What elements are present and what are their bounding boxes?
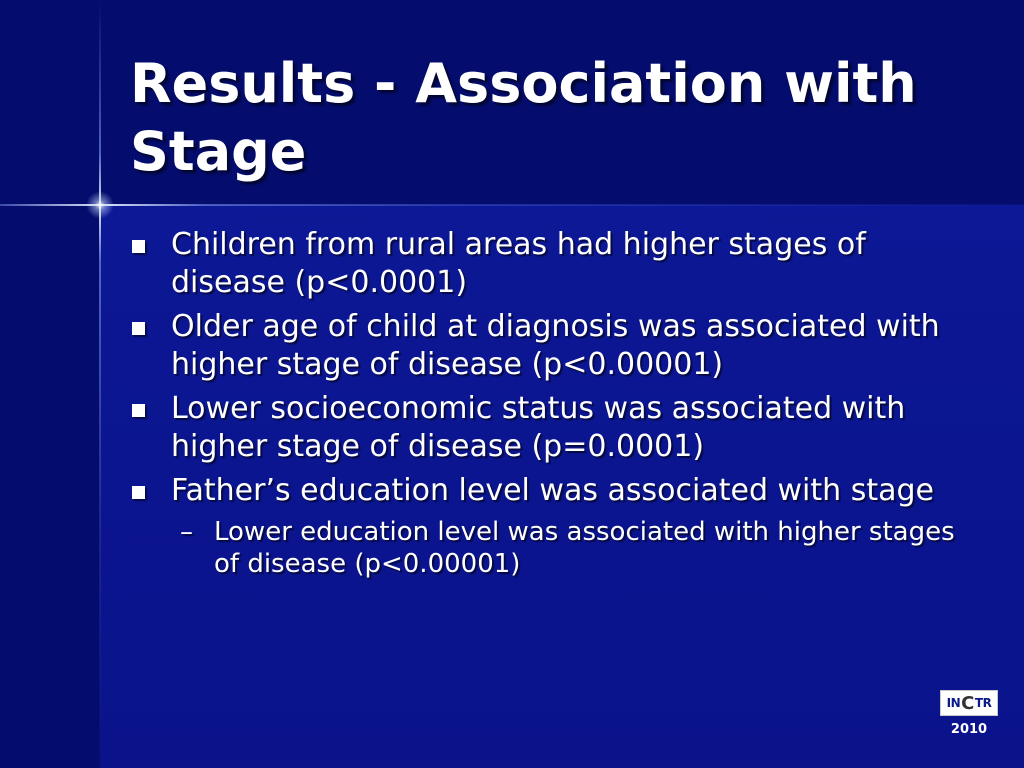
bullet-text: Lower socioeconomic status was associated with higher stage of disease (p=0.0001) [171,391,906,464]
list-item [128,472,968,510]
logo-year: 2010 [950,722,988,737]
bullet-text: Father’s education level was associated with stage [171,473,934,508]
dash-bullet-marker: – [180,517,193,547]
bullet-list [128,226,968,584]
bullet-text: Older age of child at diagnosis was associated with higher stage of disease (p<0.00001) [171,309,940,382]
list-item [128,226,968,302]
logo-suffix: TR [974,696,992,710]
vertical-accent-line [99,0,101,768]
sub-bullet-text: Lower education level was associated with higher stages of disease (p<0.00001) [214,517,955,579]
slide-title: Results - Association with Stage [130,52,917,183]
logo-prefix: IN [946,696,961,710]
sub-list-item [180,516,968,580]
logo-big-letter: C [961,692,974,714]
inctr-logo [940,690,998,716]
square-bullet-icon [132,486,145,499]
list-item [128,308,968,384]
square-bullet-icon [132,404,145,417]
sparkle-icon [86,191,114,219]
square-bullet-icon [132,240,145,253]
bullet-text: Children from rural areas had higher stages of disease (p<0.0001) [171,227,866,300]
list-item [128,390,968,466]
horizontal-accent-line [0,204,1024,206]
square-bullet-icon [132,322,145,335]
left-band [0,0,100,768]
